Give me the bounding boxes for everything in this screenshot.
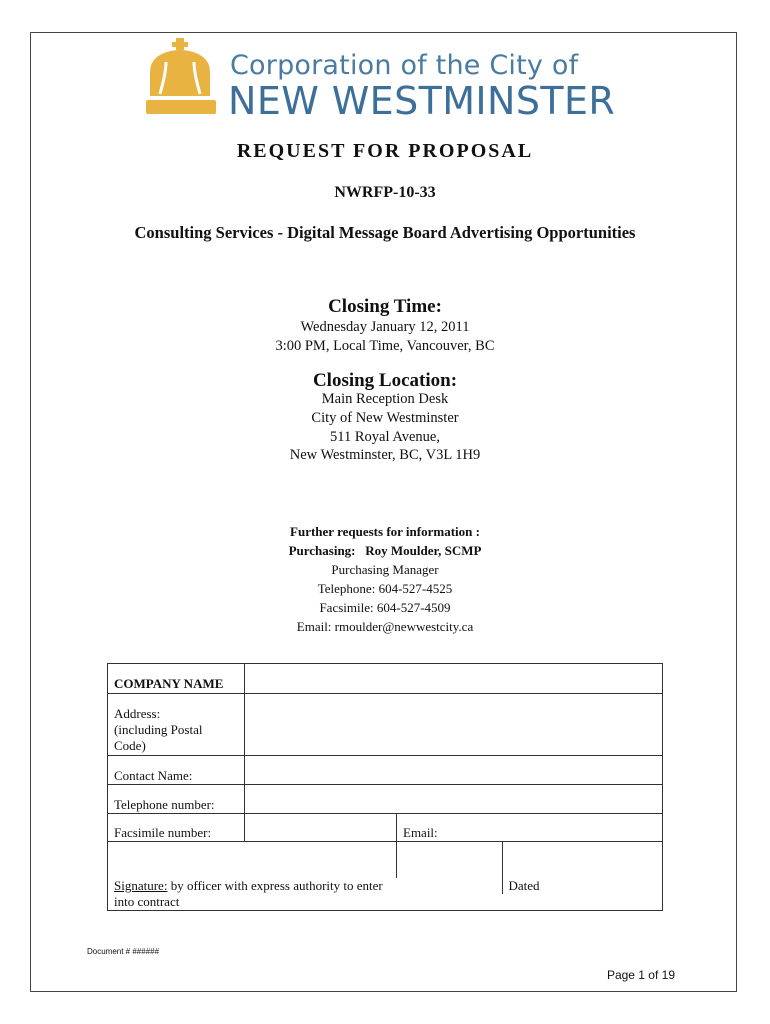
closing-location-line-4: New Westminster, BC, V3L 1H9	[289, 447, 481, 463]
address-label	[108, 694, 245, 756]
contact-name-field[interactable]	[245, 756, 663, 785]
rfp-subject: Consulting Services - Digital Message Board Advertising Opportunities	[134, 223, 636, 242]
facsimile-field[interactable]	[245, 814, 397, 842]
contact-name-label: Contact Name:	[108, 756, 245, 785]
company-info-form	[107, 663, 663, 911]
purchasing-name: Roy Moulder, SCMP	[365, 543, 482, 558]
facsimile-label: Facsimile number:	[108, 814, 245, 842]
email-label: Email:	[397, 814, 663, 842]
logo-line-1: Corporation of the City of	[230, 50, 579, 81]
purchasing-label: Purchasing:	[288, 543, 356, 558]
date-field[interactable]	[502, 842, 662, 878]
signature-label: Signature:	[114, 878, 168, 893]
closing-time-heading: Closing Time:	[328, 296, 442, 317]
document-number: Document # ######	[87, 947, 160, 956]
address-label-line-3: Code)	[114, 738, 146, 753]
city-logo	[140, 36, 640, 126]
closing-time-hour: 3:00 PM, Local Time, Vancouver, BC	[275, 338, 495, 354]
company-name-field[interactable]	[245, 664, 663, 694]
closing-time-date: Wednesday January 12, 2011	[300, 319, 470, 335]
telephone-label: Telephone number:	[108, 785, 245, 814]
contact-email: Email: rmoulder@newwestcity.ca	[296, 619, 474, 634]
address-label-line-1: Address:	[114, 706, 161, 721]
company-name-label: COMPANY NAME	[108, 664, 245, 694]
document-title: REQUEST FOR PROPOSAL	[236, 140, 534, 162]
contact-facsimile: Facsimile: 604-527-4509	[319, 600, 451, 615]
crown-icon	[140, 36, 222, 118]
signature-text: by officer with express authority to enter into contract	[114, 878, 383, 909]
address-label-line-2: (including Postal	[114, 722, 203, 737]
dated-label: Dated	[502, 878, 663, 894]
contact-role: Purchasing Manager	[331, 562, 439, 577]
closing-location-line-3: 511 Royal Avenue,	[330, 429, 440, 445]
closing-location-line-2: City of New Westminster	[311, 410, 459, 426]
telephone-field[interactable]	[245, 785, 663, 814]
purchasing-contact	[0, 541, 770, 560]
info-request-heading: Further requests for information :	[290, 524, 480, 539]
closing-location-line-1: Main Reception Desk	[321, 391, 449, 407]
logo-line-2: NEW WESTMINSTER	[228, 79, 616, 123]
signature-field[interactable]	[108, 842, 397, 879]
contact-telephone: Telephone: 604-527-4525	[317, 581, 453, 596]
signature-caption	[108, 878, 397, 911]
signature-date-area	[397, 842, 663, 879]
page-number: Page 1 of 19	[606, 968, 675, 982]
rfp-number: NWRFP-10-33	[334, 184, 436, 201]
address-field[interactable]	[245, 694, 663, 756]
dated-caption-cell	[397, 878, 663, 911]
closing-location-heading: Closing Location:	[312, 370, 458, 391]
